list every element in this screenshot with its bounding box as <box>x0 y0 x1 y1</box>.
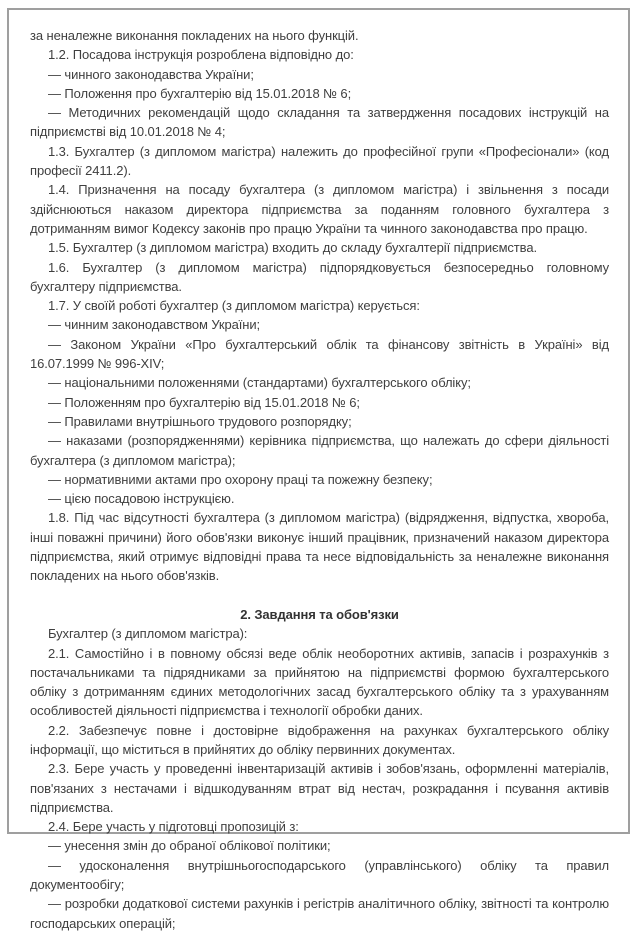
list-item: — чинним законодавством України; <box>48 317 261 333</box>
list-item: — наказами (розпорядженнями) керівника підприємства, що належать до сфери діяльності бухгалтера (з дипломом магістра); <box>30 433 609 468</box>
lead-paragraph: за неналежне виконання покладених на нього функцій. <box>30 28 359 43</box>
paragraph-2-3: 2.3. Бере участь у проведенні інвентаризацій активів і зобов'язань, оформленні матеріалів, пов'язаних з нестачами і відшкодуванням втрат від нестач, розкрадання і псування активів підприємства. <box>30 761 609 815</box>
paragraph-2-4: 2.4. Бере участь у підготовці пропозицій з: <box>48 819 299 835</box>
document-page <box>7 8 630 931</box>
list-item: — Методичних рекомендацій щодо складання та затвердження посадових інструкцій на підприємстві від 10.01.2018 № 4; <box>30 105 609 140</box>
list-item: — Положення про бухгалтерію від 15.01.2018 № 6; <box>48 85 352 101</box>
paragraph-1-6: 1.6. Бухгалтер (з дипломом магістра) підпорядковується безпосередньо головному бухгалтеру підприємства. <box>30 259 609 294</box>
list-item: — чинного законодавства України; <box>48 66 254 82</box>
paragraph-2-2: 2.2. Забезпечує повне і достовірне відображення на рахунках бухгалтерського обліку інформації, що міститься в прийнятих до обліку первинних документах. <box>30 722 609 757</box>
list-item: — цією посадовою інструкцією. <box>48 491 235 507</box>
paragraph-intro-2: Бухгалтер (з дипломом магістра): <box>48 626 248 642</box>
paragraph-1-5: 1.5. Бухгалтер (з дипломом магістра) входить до складу бухгалтерії підприємства. <box>48 240 537 256</box>
list-item: — удосконалення внутрішньогосподарського (управлінського) обліку та правил документообігу; <box>30 857 609 893</box>
paragraph-2-1: 2.1. Самостійно і в повному обсязі веде облік необоротних активів, запасів і розрахунків з постачальниками та підрядниками за прийнятою на підприємстві формою бухгалтерського обліку з дотриманням єдиних методологічних засад бухгалтерського обліку та з урахуванням особливостей діяльності підприємства і технології обробки даних. <box>30 645 609 719</box>
list-item: — Законом України «Про бухгалтерський облік та фінансову звітність в Україні» від 16.07.1999 № 996-XIV; <box>30 336 609 372</box>
list-item: — нормативними актами про охорону праці та пожежну безпеку; <box>48 471 433 487</box>
paragraph-1-2: 1.2. Посадова інструкція розроблена відповідно до: <box>48 47 354 63</box>
paragraph-1-8: 1.8. Під час відсутності бухгалтера (з дипломом магістра) (відрядження, відпустка, хвороба, інші поважні причини) його обов'язки виконує інший працівник, призначений наказом директора підприємства, який отримує відповідні права та несе відповідальність за неналежне виконання покладених на нього обов'язків. <box>30 510 609 584</box>
list-item: — національними положеннями (стандартами) бухгалтерського обліку; <box>48 375 471 391</box>
section-heading: 2. Завдання та обов'язки <box>240 606 399 622</box>
paragraph-1-4: 1.4. Призначення на посаду бухгалтера (з дипломом магістра) і звільнення з посади здійснюються наказом директора підприємства за поданням головного бухгалтера з дотриманням вимог Кодексу законів про працю України та чинного законодавства про працю. <box>30 182 609 236</box>
paragraph-1-3: 1.3. Бухгалтер (з дипломом магістра) належить до професійної групи «Професіонали» (код професії 2411.2). <box>30 143 609 179</box>
list-item: — Положенням про бухгалтерію від 15.01.2018 № 6; <box>48 394 360 410</box>
list-item: — Правилами внутрішнього трудового розпорядку; <box>48 413 352 429</box>
list-item: — розробки додаткової системи рахунків і регістрів аналітичного обліку, звітності та контролю господарських операцій; <box>30 896 609 931</box>
list-item: — унесення змін до обраної облікової політики; <box>48 838 331 854</box>
document-content <box>30 26 609 933</box>
paragraph-1-7: 1.7. У своїй роботі бухгалтер (з дипломом магістра) керується: <box>48 298 420 314</box>
